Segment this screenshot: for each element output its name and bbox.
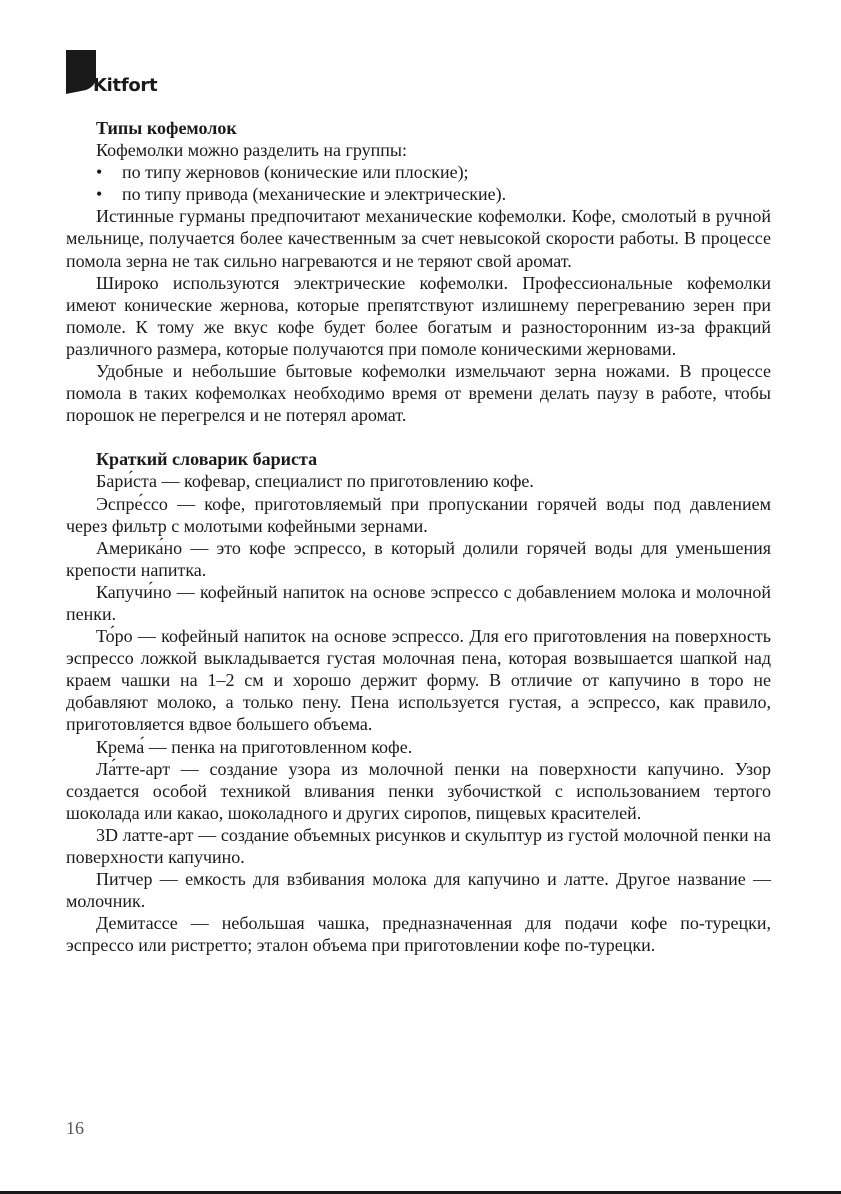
section-heading-grinder-types: Типы кофемолок — [96, 118, 237, 138]
glossary-entry: То́ро — кофейный напиток на основе эспрессо. Для его приготовления на поверхность эспрессо ложкой выкладывается густая молочная пена, которая возвышается шапкой над краем чашки на 1–2 см и хорошо держит форму. В отличие от капучино в торо не добавляют молоко, а только пену. Пена используется густая, а эспрессо, как правило, приготовляется вдвое большего объема. — [66, 626, 771, 735]
page-content — [66, 117, 771, 956]
section-spacer — [66, 426, 771, 448]
glossary-entry: Питчер — емкость для взбивания молока для капучино и латте. Другое название — молочник. — [66, 869, 771, 912]
grinder-types-list — [66, 161, 771, 205]
kitfort-logo-icon — [66, 50, 96, 94]
list-item: • по типу жерновов (конические или плоские); — [66, 161, 771, 183]
glossary-entry: Эспре́ссо — кофе, приготовляемый при пропускании горячей воды под давлением через фильтр с молотыми кофейными зернами. — [66, 493, 771, 536]
section-heading-barista-glossary: Краткий словарик бариста — [96, 449, 318, 470]
glossary-entry: Ла́тте-арт — создание узора из молочной пенки на поверхности капучино. Узор создается особой техникой вливания пенки зубочисткой с использованием тертого шоколада или какао, шоколадного и других сиропов, пищевых красителей. — [66, 758, 771, 823]
glossary-entry: Демитассе — небольшая чашка, предназначенная для подачи кофе по-турецки, эспрессо или ристретто; эталон объема при приготовлении кофе по-турецки. — [66, 913, 771, 956]
glossary-entry: Капучи́но — кофейный напиток на основе эспрессо с добавлением молока и молочной пенки. — [66, 581, 771, 624]
intro-paragraph: Кофемолки можно разделить на группы: — [96, 140, 408, 161]
glossary-entry: 3D латте-арт — создание объемных рисунков и скульптур из густой молочной пенки на поверхности капучино. — [66, 824, 771, 867]
brand-name: Kitfort — [93, 75, 158, 96]
glossary-entry: Крема́ — пенка на приготовленном кофе. — [96, 736, 413, 757]
list-item: • по типу привода (механические и электрические). — [66, 183, 771, 205]
glossary-entry: Бари́ста — кофевар, специалист по приготовлению кофе. — [96, 471, 534, 492]
glossary-entry: Америка́но — это кофе эспрессо, в который долили горячей воды для уменьшения крепости напитка. — [66, 537, 771, 580]
paragraph: Удобные и небольшие бытовые кофемолки измельчают зерна ножами. В процессе помола в таких кофемолках необходимо время от времени делать паузу в работе, чтобы порошок не перегрелся и не потерял аромат. — [66, 361, 771, 426]
brand-logo — [66, 50, 166, 100]
paragraph: Широко используются электрические кофемолки. Профессиональные кофемолки имеют конические жернова, которые препятствуют излишнему перегреванию зерен при помоле. К тому же вкус кофе будет более богатым и разносторонним из-за фракций различного размера, которые получаются при помоле коническими жерновами. — [66, 272, 771, 359]
paragraph: Истинные гурманы предпочитают механические кофемолки. Кофе, смолотый в ручной мельнице, получается более качественным за счет невысокой скорости работы. В процессе помола зерна не так сильно нагреваются и не теряют свой аромат. — [66, 206, 771, 271]
page-number: 16 — [66, 1118, 84, 1138]
